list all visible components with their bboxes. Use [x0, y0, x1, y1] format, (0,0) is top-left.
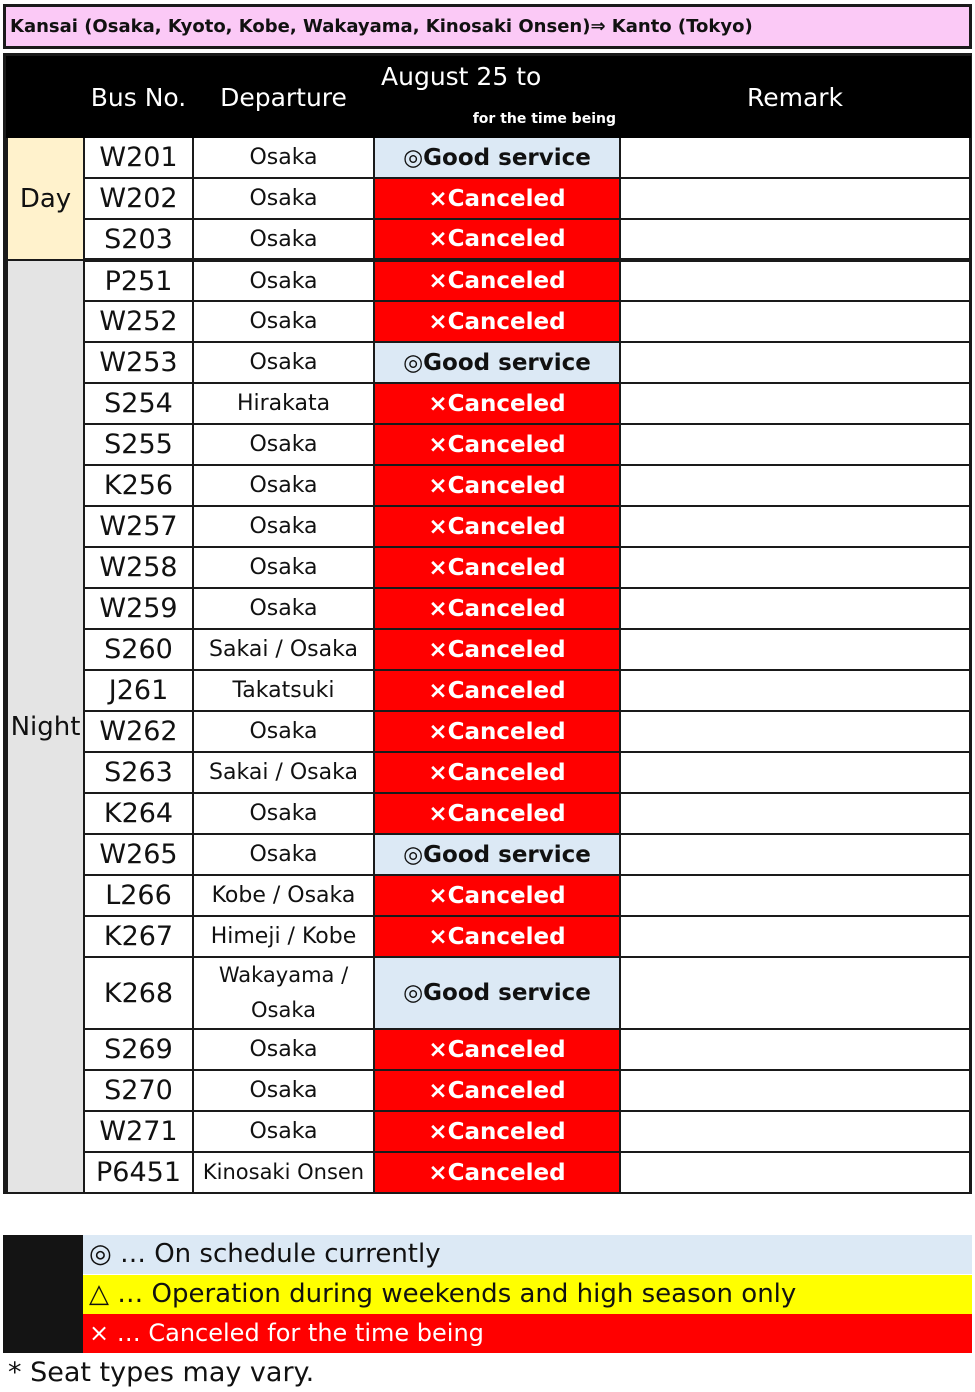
remark-cell: [620, 506, 970, 547]
bus-number: S263: [84, 752, 193, 793]
departure-city: Osaka: [193, 301, 374, 342]
remark-cell: [620, 465, 970, 506]
status-good-service: ◎Good service: [374, 957, 620, 1029]
departure-city: Osaka: [193, 137, 374, 178]
departure-city: Kobe / Osaka: [193, 875, 374, 916]
table-row: [7, 506, 970, 547]
bus-number: S270: [84, 1070, 193, 1111]
table-row: [7, 1029, 970, 1070]
remark-cell: [620, 1111, 970, 1152]
bus-number: W259: [84, 588, 193, 629]
bus-number: W265: [84, 834, 193, 875]
header-bus-no: Bus No.: [84, 57, 193, 137]
table-row: [7, 1070, 970, 1111]
table-row: [7, 1111, 970, 1152]
bus-number: W271: [84, 1111, 193, 1152]
status-canceled: ×Canceled: [374, 1152, 620, 1193]
remark-cell: [620, 793, 970, 834]
bus-number: K264: [84, 793, 193, 834]
header-date-cell: [374, 57, 620, 137]
seat-type-note: * Seat types may vary.: [8, 1357, 315, 1388]
table-row: [7, 834, 970, 875]
table-row: [7, 629, 970, 670]
remark-cell: [620, 1029, 970, 1070]
table-row: [7, 424, 970, 465]
status-canceled: ×Canceled: [374, 260, 620, 301]
departure-city: Osaka: [193, 342, 374, 383]
departure-city: Osaka: [193, 260, 374, 301]
schedule-table: [6, 56, 971, 1194]
route-title: Kansai (Osaka, Kyoto, Kobe, Wakayama, Kinosaki Onsen)⇒ Kanto (Tokyo): [3, 4, 972, 49]
departure-city: Himeji / Kobe: [193, 916, 374, 957]
table-row: [7, 219, 970, 260]
status-canceled: ×Canceled: [374, 383, 620, 424]
remark-cell: [620, 178, 970, 219]
table-row: [7, 1152, 970, 1193]
status-canceled: ×Canceled: [374, 629, 620, 670]
bus-number: P6451: [84, 1152, 193, 1193]
bus-number: W262: [84, 711, 193, 752]
legend: [3, 1235, 972, 1353]
departure-city: Osaka: [193, 506, 374, 547]
remark-cell: [620, 342, 970, 383]
remark-cell: [620, 219, 970, 260]
bus-number: L266: [84, 875, 193, 916]
departure-city: Takatsuki: [193, 670, 374, 711]
departure-city: Kinosaki Onsen: [193, 1152, 374, 1193]
period-day: Day: [7, 137, 84, 260]
remark-cell: [620, 424, 970, 465]
table-row: [7, 301, 970, 342]
table-row: [7, 875, 970, 916]
header-date-sub: for the time being: [472, 111, 616, 127]
table-row: [7, 793, 970, 834]
header-remark: Remark: [620, 57, 970, 137]
bus-number: W252: [84, 301, 193, 342]
table-header-row: [7, 57, 970, 137]
departure-city: Osaka: [193, 178, 374, 219]
departure-city: Hirakata: [193, 383, 374, 424]
status-canceled: ×Canceled: [374, 465, 620, 506]
bus-number: P251: [84, 260, 193, 301]
departure-city: Osaka: [193, 424, 374, 465]
departure-city: Osaka: [193, 465, 374, 506]
table-row: [7, 670, 970, 711]
period-night: Night: [7, 260, 84, 1193]
departure-city: Osaka: [193, 547, 374, 588]
departure-city: Osaka: [193, 1070, 374, 1111]
bus-number: S255: [84, 424, 193, 465]
table-row: [7, 957, 970, 1029]
status-canceled: ×Canceled: [374, 793, 620, 834]
bus-number: W202: [84, 178, 193, 219]
bus-number: W253: [84, 342, 193, 383]
table-row: [7, 260, 970, 301]
remark-cell: [620, 916, 970, 957]
legend-good-service: ◎ … On schedule currently: [83, 1235, 972, 1274]
bus-number: S269: [84, 1029, 193, 1070]
schedule-frame: [3, 53, 972, 1194]
header-departure: Departure: [193, 57, 374, 137]
legend-weekend-only: △ … Operation during weekends and high season only: [83, 1275, 972, 1314]
status-canceled: ×Canceled: [374, 219, 620, 260]
departure-city: Osaka: [193, 834, 374, 875]
departure-city: Osaka: [193, 711, 374, 752]
status-canceled: ×Canceled: [374, 547, 620, 588]
status-canceled: ×Canceled: [374, 588, 620, 629]
status-canceled: ×Canceled: [374, 178, 620, 219]
table-row: [7, 178, 970, 219]
table-row: [7, 752, 970, 793]
remark-cell: [620, 260, 970, 301]
departure-city: Osaka: [193, 219, 374, 260]
table-row: [7, 588, 970, 629]
status-canceled: ×Canceled: [374, 1111, 620, 1152]
header-date-main: August 25 to: [381, 62, 542, 91]
status-canceled: ×Canceled: [374, 424, 620, 465]
departure-city: Osaka: [193, 793, 374, 834]
departure-city: Osaka: [193, 588, 374, 629]
status-canceled: ×Canceled: [374, 301, 620, 342]
header-period-cell: [7, 57, 84, 137]
status-good-service: ◎Good service: [374, 834, 620, 875]
bus-number: K256: [84, 465, 193, 506]
remark-cell: [620, 629, 970, 670]
status-canceled: ×Canceled: [374, 875, 620, 916]
remark-cell: [620, 711, 970, 752]
departure-city: Osaka: [193, 1029, 374, 1070]
status-canceled: ×Canceled: [374, 916, 620, 957]
status-good-service: ◎Good service: [374, 137, 620, 178]
remark-cell: [620, 547, 970, 588]
remark-cell: [620, 834, 970, 875]
bus-number: S254: [84, 383, 193, 424]
legend-marker-block: [3, 1235, 83, 1353]
status-canceled: ×Canceled: [374, 1029, 620, 1070]
bus-number: S260: [84, 629, 193, 670]
bus-number: W201: [84, 137, 193, 178]
bus-number: S203: [84, 219, 193, 260]
table-row: [7, 711, 970, 752]
remark-cell: [620, 752, 970, 793]
bus-number: W257: [84, 506, 193, 547]
table-row: [7, 137, 970, 178]
bus-number: K268: [84, 957, 193, 1029]
departure-city: Osaka: [193, 1111, 374, 1152]
table-row: [7, 547, 970, 588]
table-row: [7, 916, 970, 957]
remark-cell: [620, 137, 970, 178]
bus-number: J261: [84, 670, 193, 711]
status-canceled: ×Canceled: [374, 711, 620, 752]
remark-cell: [620, 1152, 970, 1193]
remark-cell: [620, 670, 970, 711]
table-row: [7, 342, 970, 383]
departure-city: Wakayama / Osaka: [193, 957, 374, 1029]
legend-canceled: × … Canceled for the time being: [83, 1314, 972, 1353]
bus-number: W258: [84, 547, 193, 588]
table-row: [7, 465, 970, 506]
departure-city: Sakai / Osaka: [193, 752, 374, 793]
remark-cell: [620, 588, 970, 629]
table-row: [7, 383, 970, 424]
remark-cell: [620, 1070, 970, 1111]
remark-cell: [620, 875, 970, 916]
remark-cell: [620, 957, 970, 1029]
status-canceled: ×Canceled: [374, 752, 620, 793]
remark-cell: [620, 383, 970, 424]
status-canceled: ×Canceled: [374, 670, 620, 711]
bus-number: K267: [84, 916, 193, 957]
departure-city: Sakai / Osaka: [193, 629, 374, 670]
status-canceled: ×Canceled: [374, 506, 620, 547]
status-canceled: ×Canceled: [374, 1070, 620, 1111]
remark-cell: [620, 301, 970, 342]
status-good-service: ◎Good service: [374, 342, 620, 383]
